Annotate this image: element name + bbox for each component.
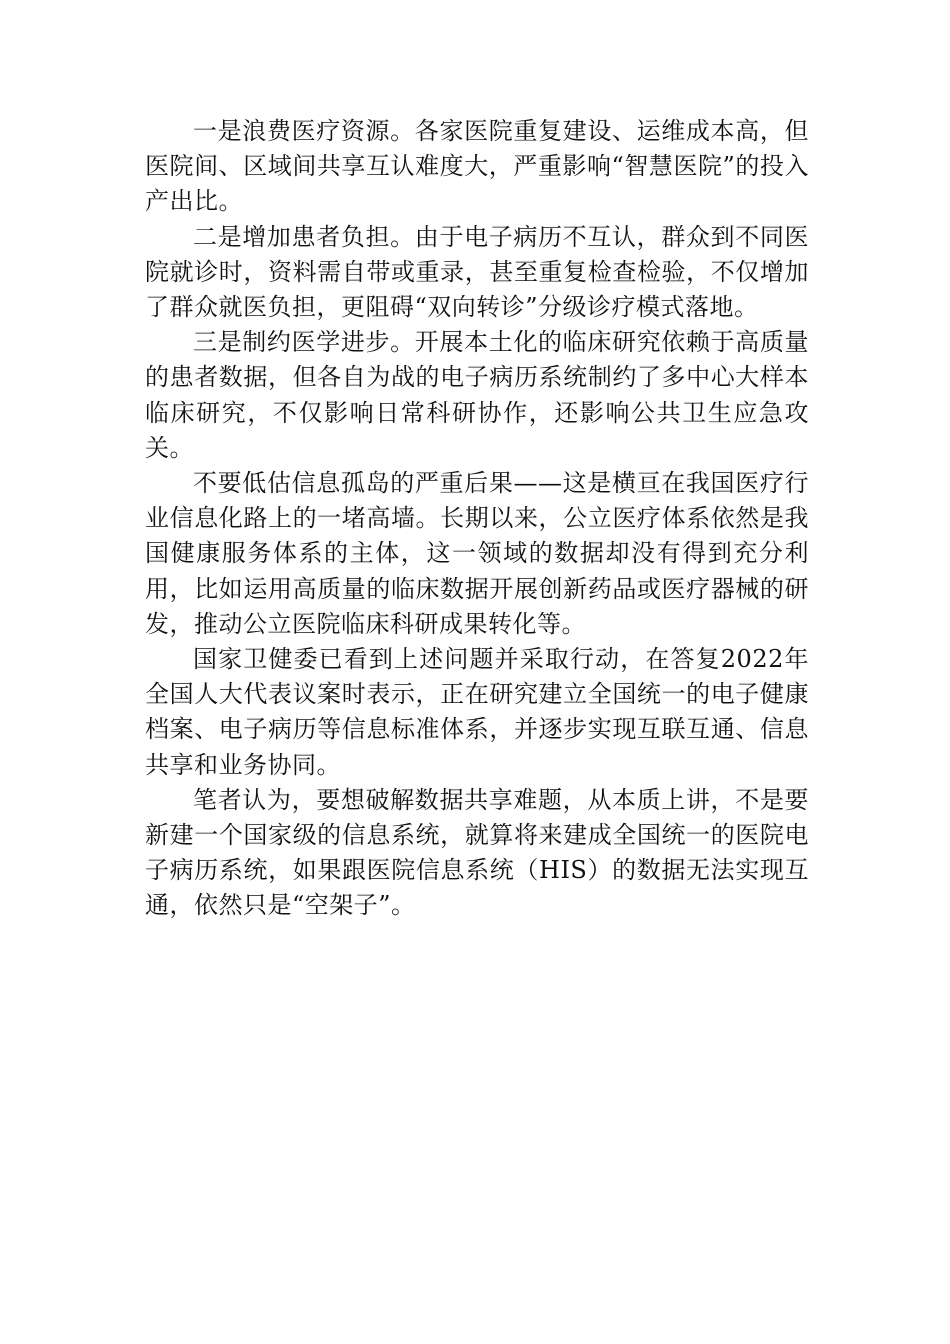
- paragraph-patient-burden: 二是增加患者负担。由于电子病历不互认，群众到不同医院就诊时，资料需自带或重录，甚至重复检查检验，不仅增加了群众就医负担，更阻碍“双向转诊”分级诊疗模式落地。: [145, 222, 809, 322]
- paragraph-health-commission: 国家卫健委已看到上述问题并采取行动，在答复2022年全国人大代表议案时表示，正在研究建立全国统一的电子健康档案、电子病历等信息标准体系，并逐步实现互联互通、信息共享和业务协同。: [145, 645, 809, 779]
- paragraph-waste-resources: 一是浪费医疗资源。各家医院重复建设、运维成本高，但医院间、区域间共享互认难度大，严重影响“智慧医院”的投入产出比。: [145, 117, 809, 216]
- paragraph-information-islands: 不要低估信息孤岛的严重后果——这是横亘在我国医疗行业信息化路上的一堵高墙。长期以来，公立医疗体系依然是我国健康服务体系的主体，这一领域的数据却没有得到充分利用，比如运用高质量的临床数据开展创新药品或医疗器械的研发，推动公立医院临床科研成果转化等。: [145, 469, 809, 638]
- paragraph-author-view: 笔者认为，要想破解数据共享难题，从本质上讲，不是要新建一个国家级的信息系统，就算将来建成全国统一的医院电子病历系统，如果跟医院信息系统（HIS）的数据无法实现互通，依然只是“空架子”。: [145, 785, 809, 920]
- paragraph-medical-progress: 三是制约医学进步。开展本土化的临床研究依赖于高质量的患者数据，但各自为战的电子病历系统制约了多中心大样本临床研究，不仅影响日常科研协作，还影响公共卫生应急攻关。: [145, 328, 809, 462]
- document-body: [145, 114, 809, 924]
